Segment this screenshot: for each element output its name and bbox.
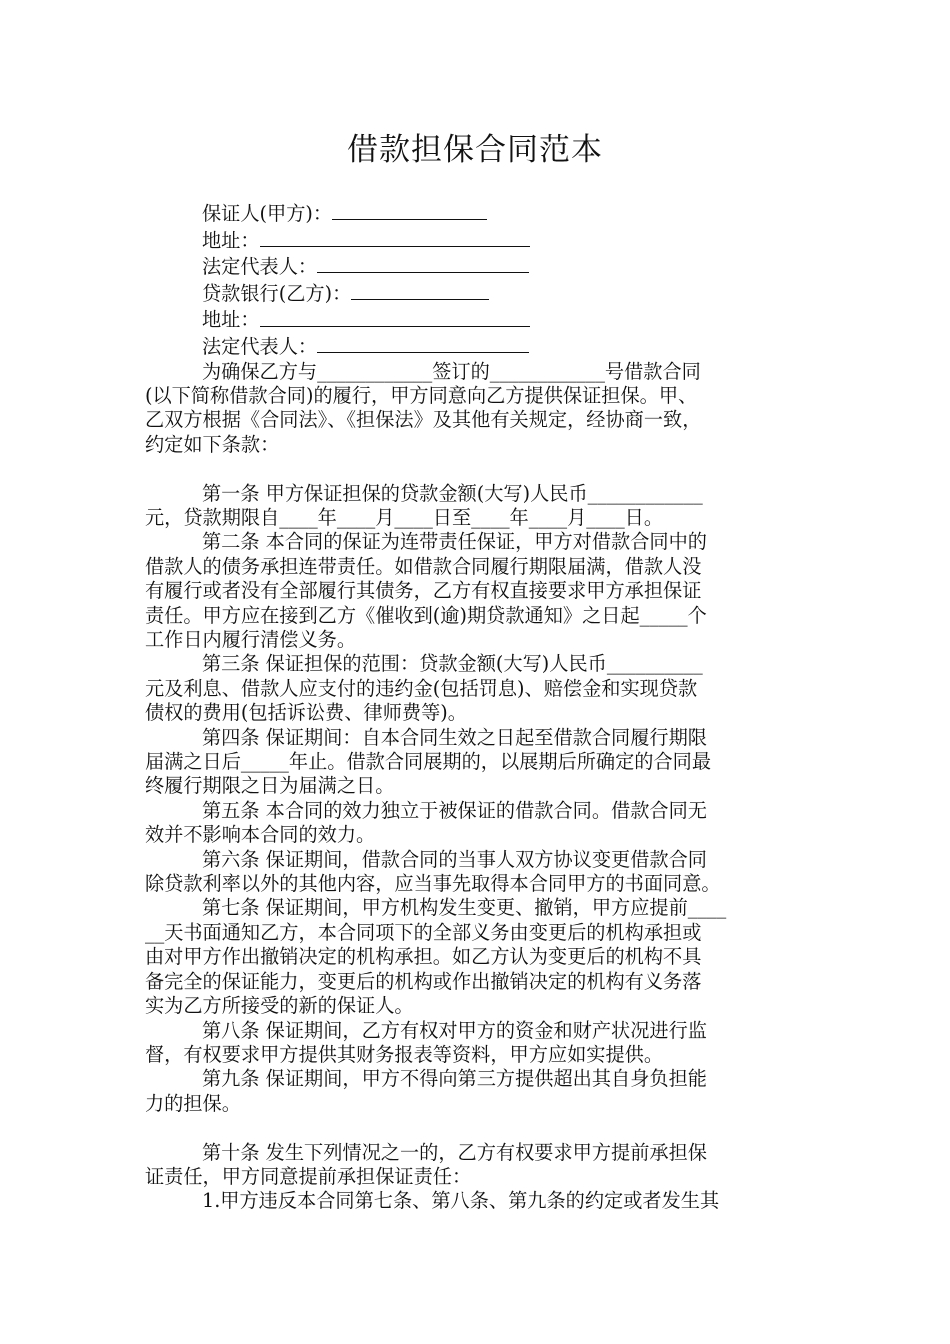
blank-line: [145, 1116, 810, 1140]
text-line: 督，有权要求甲方提供其财务报表等资料，甲方应如实提供。: [145, 1042, 664, 1066]
header-field-guarantor: [145, 200, 810, 227]
fill-blank: [332, 200, 487, 220]
text-line: 第八条 保证期间，乙方有权对甲方的资金和财产状况进行监: [202, 1018, 707, 1042]
text-line: 债权的费用(包括诉讼费、律师费等)。: [145, 701, 467, 725]
header-field-legal-rep-a: [145, 253, 810, 280]
text-line: (以下简称借款合同)的履行，甲方同意向乙方提供保证担保。甲、: [145, 383, 698, 407]
text-line: 届满之日后_____年止。借款合同展期的，以展期后所确定的合同最: [145, 750, 712, 774]
text-line: 责任。甲方应在接到乙方《催收到(逾)期贷款通知》之日起_____个: [145, 603, 707, 627]
text-line: 第七条 保证期间，甲方机构发生变更、撤销，甲方应提前____: [202, 896, 727, 920]
fill-blank: [260, 227, 530, 247]
text-line: 1.甲方违反本合同第七条、第八条、第九条的约定或者发生其: [202, 1189, 720, 1213]
text-line: 备完全的保证能力，变更后的机构或作出撤销决定的机构有义务落: [145, 969, 702, 993]
fill-blank: [351, 280, 489, 300]
text-line: 第三条 保证担保的范围：贷款金额(大写)人民币__________: [202, 652, 703, 676]
document-body: [145, 200, 810, 1214]
fill-blank: [260, 306, 530, 326]
text-line: 终履行期限之日为届满之日。: [145, 774, 395, 798]
field-label: 贷款银行(乙方)：: [202, 281, 352, 305]
text-line: 力的担保。: [145, 1091, 241, 1115]
text-line: 第十条 发生下列情况之一的，乙方有权要求甲方提前承担保: [202, 1140, 707, 1164]
header-field-legal-rep-b: [145, 333, 810, 360]
text-line: 第一条 甲方保证担保的贷款金额(大写)人民币____________: [202, 481, 703, 505]
field-label: 地址：: [202, 228, 260, 252]
text-line: 第四条 保证期间：自本合同生效之日起至借款合同履行期限: [202, 725, 707, 749]
document-title: 借款担保合同范本: [347, 132, 603, 168]
text-line: 乙双方根据《合同法》、《担保法》及其他有关规定，经协商一致，: [145, 408, 702, 432]
blank-line: [145, 457, 810, 481]
text-line: 元，贷款期限自____年____月____日至____年____月____日。: [145, 505, 664, 529]
text-line: 第九条 保证期间，甲方不得向第三方提供超出其自身负担能: [202, 1067, 707, 1091]
fill-blank: [317, 333, 529, 353]
text-line: 证责任，甲方同意提前承担保证责任：: [145, 1164, 472, 1188]
header-field-address-b: [145, 306, 810, 333]
text-line: 效并不影响本合同的效力。: [145, 823, 376, 847]
text-line: 工作日内履行清偿义务。: [145, 628, 357, 652]
text-line: 借款人的债务承担连带责任。如借款合同履行期限届满，借款人没: [145, 554, 702, 578]
field-label: 保证人(甲方)：: [202, 202, 333, 226]
header-field-address-a: [145, 227, 810, 254]
header-field-bank: [145, 280, 810, 307]
field-label: 地址：: [202, 308, 260, 332]
text-line: 除贷款利率以外的其他内容，应当事先取得本合同甲方的书面同意。: [145, 872, 721, 896]
text-line: 第五条 本合同的效力独立于被保证的借款合同。借款合同无: [202, 798, 707, 822]
fill-blank: [317, 253, 529, 273]
text-line: 有履行或者没有全部履行其债务，乙方有权直接要求甲方承担保证: [145, 579, 702, 603]
field-label: 法定代表人：: [202, 335, 318, 359]
text-line: __天书面通知乙方，本合同项下的全部义务由变更后的机构承担或: [145, 920, 702, 944]
text-line: 实为乙方所接受的新的保证人。: [145, 994, 414, 1018]
text-line: 元及利息、借款人应支付的违约金(包括罚息)、赔偿金和实现贷款: [145, 676, 698, 700]
text-line: 约定如下条款：: [145, 432, 280, 456]
text-line: 为确保乙方与____________签订的____________号借款合同: [202, 359, 701, 383]
field-label: 法定代表人：: [202, 255, 318, 279]
text-line: 第二条 本合同的保证为连带责任保证，甲方对借款合同中的: [202, 530, 707, 554]
text-line: 由对甲方作出撤销决定的机构承担。如乙方认为变更后的机构不具: [145, 945, 702, 969]
text-line: 第六条 保证期间，借款合同的当事人双方协议变更借款合同: [202, 847, 707, 871]
